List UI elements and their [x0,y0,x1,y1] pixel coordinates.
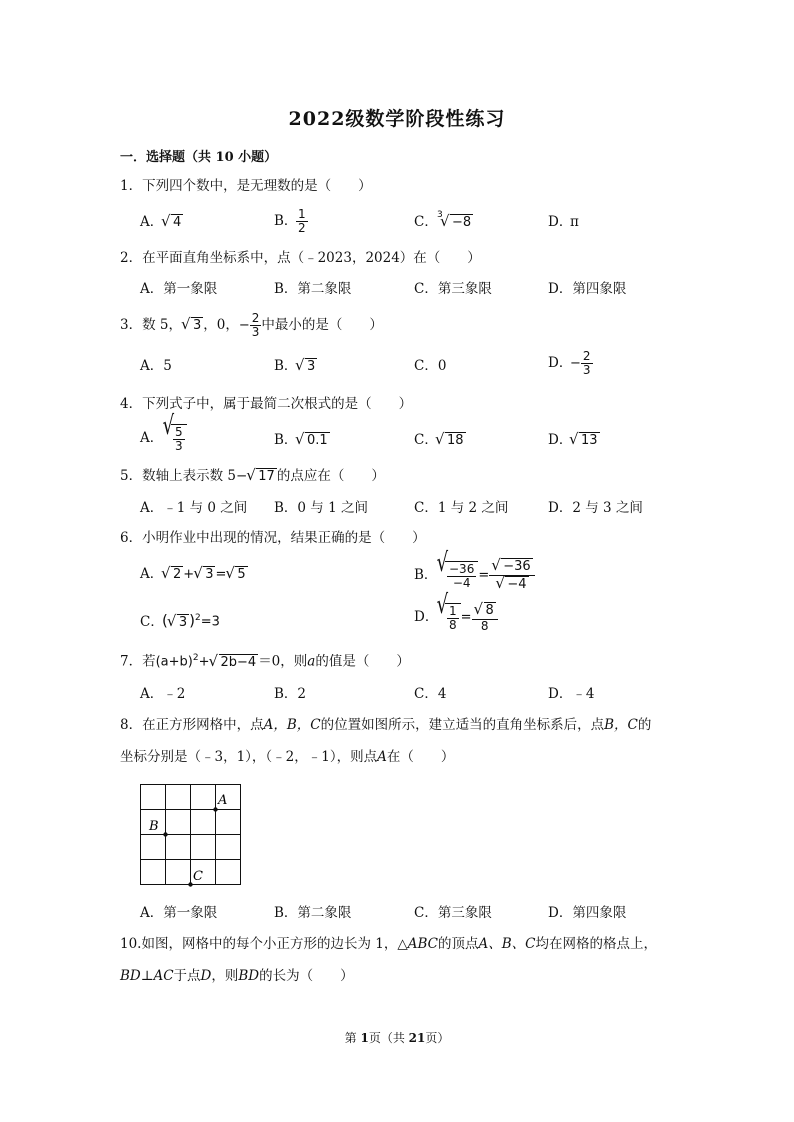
q8-option-a[interactable]: A．第一象限 [140,905,218,921]
label-c: C [193,869,203,884]
question-2: 2．在平面直角坐标系中，点（﹣2023，2024）在（ ） [120,250,481,266]
point-b [163,832,167,836]
q8-option-b[interactable]: B．第二象限 [274,905,352,921]
q3-option-b[interactable]: B．√ 3 [274,356,317,376]
q1-option-c[interactable]: C． √ 3 −8 [414,212,473,232]
q7-option-c[interactable]: C．4 [414,686,447,702]
question-3: 3．数 5，√ 3 ，0，− $\frac{2}{3}$ 中最小的是（ ） [120,312,383,339]
question-7: 7．若$(a+b)^2+√$ 2b−4 ＝0，则a的值是（ ） [120,648,410,673]
question-5: 5．数轴上表示数 5−√ 17 的点应在（ ） [120,466,385,486]
q1-option-a[interactable]: A．√ 4 [140,212,183,232]
question-8-line-2: 坐标分别是（﹣3，1），（﹣2，﹣1），则点A在（ ） [120,749,455,765]
q4-option-c[interactable]: C．√ 18 [414,430,466,450]
q2-option-a[interactable]: A．第一象限 [140,281,218,297]
q6-option-d[interactable]: D． √ $\frac{1}{8}$ = √ $\frac{8}{8}$ [414,602,498,633]
q6-option-a[interactable]: A．√ 2 +√ 3 =√ 5 [140,564,248,585]
page-total: 21 [408,1031,426,1045]
page-title: 2022级数学阶段性练习 [288,108,506,130]
section-heading: 一．选择题（共 10 小题） [120,150,278,165]
q6-option-b[interactable]: B． √ $\frac{-36}{-4}$ = √ −36 √ −4 [414,558,535,593]
q7-option-d[interactable]: D．﹣4 [548,686,595,702]
q5-option-d[interactable]: D．2 与 3 之间 [548,500,643,516]
q8-grid-figure [140,784,260,894]
q2-option-b[interactable]: B．第二象限 [274,281,352,297]
q1-option-b[interactable]: B． $\frac{1}{2}$ [274,207,306,235]
question-1: 1．下列四个数中，是无理数的是（ ） [120,178,372,194]
label-b: B [149,819,159,834]
label-a: A [218,793,228,808]
question-10-line-2: BD⊥AC于点D，则BD的长为（ ） [120,968,354,984]
q3-option-c[interactable]: C．0 [414,358,447,374]
q7-option-a[interactable]: A．﹣2 [140,686,186,702]
q8-option-c[interactable]: C．第三象限 [414,905,492,921]
question-8-line-1: 8．在正方形网格中，点A，B，C的位置如图所示，建立适当的直角坐标系后，点B，C的 [120,717,652,733]
q4-option-b[interactable]: B．√ 0.1 [274,430,330,450]
q4-option-a[interactable]: A． √ $\frac{5}{3}$ [140,424,187,453]
q3-option-a[interactable]: A．5 [140,358,172,374]
q5-option-b[interactable]: B．0 与 1 之间 [274,500,368,516]
q4-option-d[interactable]: D．√ 13 [548,430,600,450]
q8-option-d[interactable]: D．第四象限 [548,905,627,921]
q7-option-b[interactable]: B．2 [274,686,307,702]
q5-option-a[interactable]: A．﹣1 与 0 之间 [140,500,248,516]
question-4: 4．下列式子中，属于最简二次根式的是（ ） [120,396,413,412]
q2-option-d[interactable]: D．第四象限 [548,281,627,297]
q1-option-d[interactable]: D．π [548,214,579,230]
page-footer: 第 1页（共 21页） [344,1031,450,1045]
q2-option-c[interactable]: C．第三象限 [414,281,492,297]
q3-option-d[interactable]: D．− $\frac{2}{3}$ [548,349,591,377]
page-number: 1 [360,1031,369,1045]
question-10-line-1: 10.如图，网格中的每个小正方形的边长为 1，△ABC的顶点A、B、C均在网格的格点上， [120,936,657,952]
q5-option-c[interactable]: C．1 与 2 之间 [414,500,509,516]
question-6: 6．小明作业中出现的情况，结果正确的是（ ） [120,530,426,546]
q6-option-c[interactable]: C．(√ 3 )$^2$=3 [140,608,220,633]
